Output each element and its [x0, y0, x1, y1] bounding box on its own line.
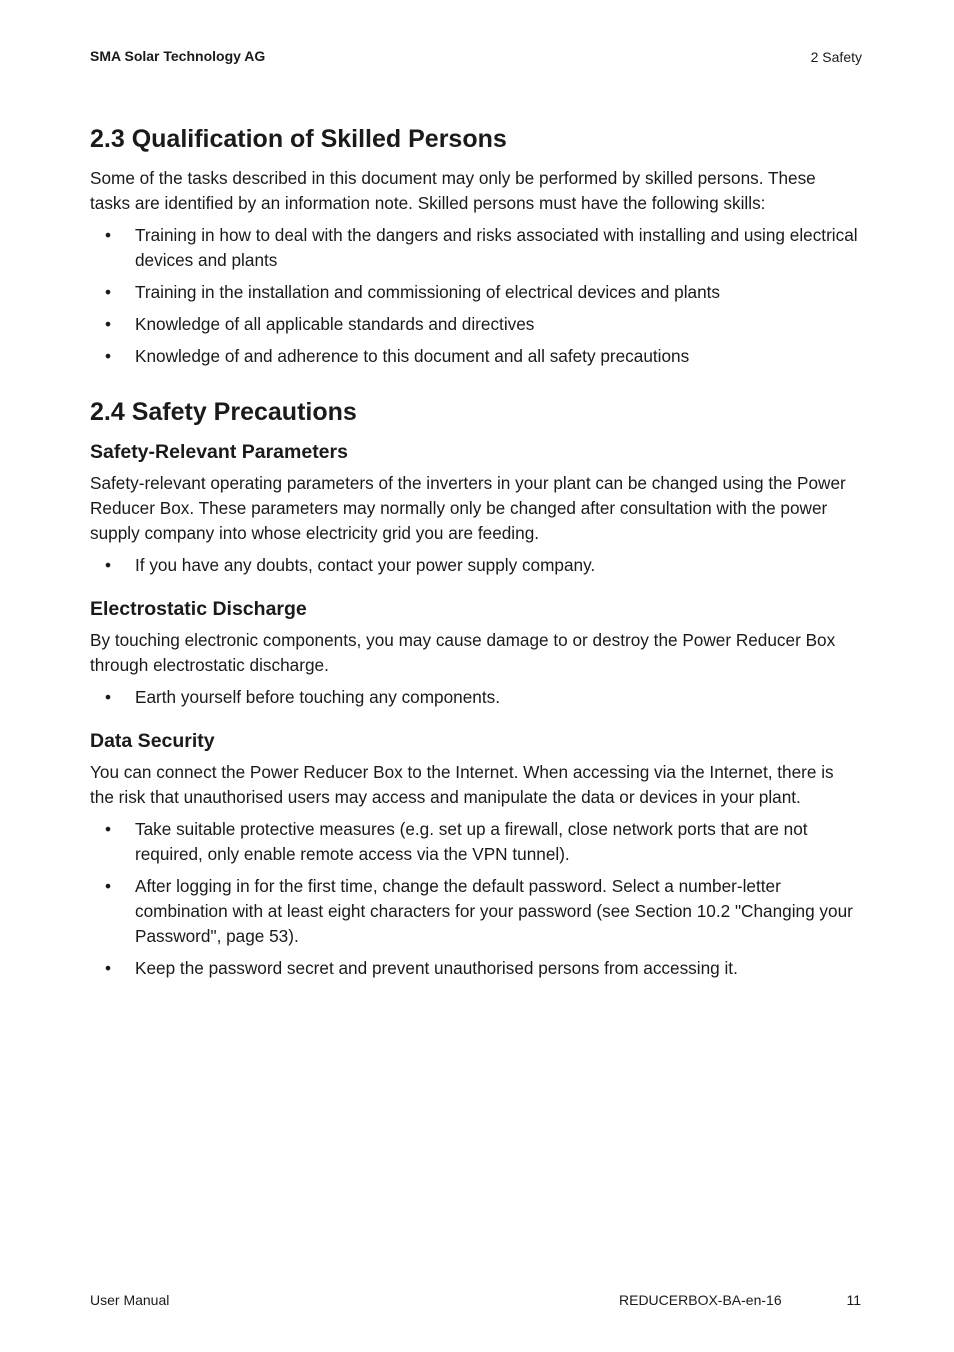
bullet-icon: •: [105, 555, 112, 575]
bullet-icon: •: [105, 819, 112, 839]
bullet-icon: •: [105, 225, 112, 245]
section-2-4-title: 2.4 Safety Precautions: [90, 398, 357, 426]
subsection-parameters: [90, 439, 860, 578]
bullet-icon: •: [105, 314, 112, 334]
bullet-icon: •: [105, 687, 112, 707]
parameters-heading: Safety-Relevant Parameters: [90, 441, 348, 463]
list-item: • Take suitable protective measures (e.g. set up a firewall, close network ports that are not required, only enable remote access via the VPN tunnel).: [105, 819, 808, 864]
skills-list: [90, 223, 860, 369]
list-item: • After logging in for the first time, change the default password. Select a number-letter combination with at least eight characters for your password (see Section 10.2 "Changing your Password", page 53).: [105, 876, 853, 946]
list-item: • Training in how to deal with the dangers and risks associated with installing and using electrical devices and plants: [105, 225, 858, 270]
list-item: • If you have any doubts, contact your power supply company.: [90, 553, 860, 578]
list-item: • Keep the password secret and prevent unauthorised persons from accessing it.: [90, 956, 860, 981]
bullet-icon: •: [105, 346, 112, 366]
header-chapter: 2 Safety: [810, 49, 862, 65]
header-company: SMA Solar Technology AG: [90, 48, 266, 64]
parameters-text: Safety-relevant operating parameters of the inverters in your plant can be changed using the Power Reducer Box. These parameters may normally only be changed after consultation with the power supply company into whose electricity grid you are feeding.: [90, 473, 846, 543]
page-content: [90, 122, 860, 988]
bullet-icon: •: [105, 958, 112, 978]
esd-text: By touching electronic components, you may cause damage to or destroy the Power Reducer Box through electrostatic discharge.: [90, 630, 836, 675]
page-number: 11: [846, 1292, 861, 1308]
bullet-icon: •: [105, 282, 112, 302]
subsection-data-security: [90, 728, 860, 981]
security-heading: Data Security: [90, 730, 215, 752]
list-item: • Earth yourself before touching any components.: [90, 685, 860, 710]
security-text: You can connect the Power Reducer Box to the Internet. When accessing via the Internet, there is the risk that unauthorised users may access and manipulate the data or devices in your plant.: [90, 762, 834, 807]
list-item: • Knowledge of all applicable standards and directives: [90, 312, 860, 337]
section-qualification: [90, 122, 860, 369]
list-item: • Training in the installation and commissioning of electrical devices and plants: [90, 280, 860, 305]
footer-manual-label: User Manual: [90, 1292, 170, 1308]
esd-heading: Electrostatic Discharge: [90, 598, 307, 620]
list-item: • Knowledge of and adherence to this document and all safety precautions: [90, 344, 860, 369]
subsection-esd: [90, 596, 860, 710]
section-safety-precautions: [90, 395, 860, 981]
bullet-icon: •: [105, 876, 112, 896]
section-2-3-title: 2.3 Qualification of Skilled Persons: [90, 125, 507, 153]
section-2-3-intro: Some of the tasks described in this document may only be performed by skilled persons. These tasks are identified by an information note. Skilled persons must have the following skills:: [90, 168, 816, 213]
footer-doc-id: REDUCERBOX-BA-en-16: [619, 1292, 782, 1308]
